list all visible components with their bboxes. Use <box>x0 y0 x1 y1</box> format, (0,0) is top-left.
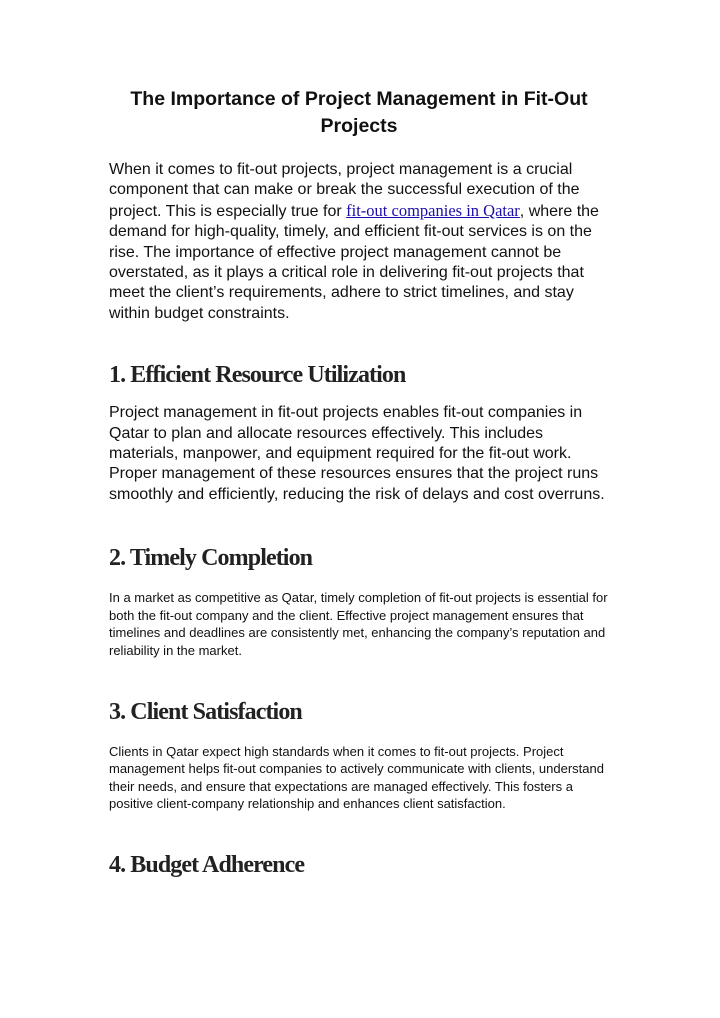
document-content <box>109 86 609 880</box>
section-heading-budget-adherence: 4. Budget Adherence <box>109 851 305 878</box>
section-body-client-satisfaction: Clients in Qatar expect high standards when it comes to fit-out projects. Project management helps fit-out companies to actively communicate with clients, understand their needs, and ensure that expectations are managed effectively. This fosters a positive client-company relationship and enhances client satisfaction. <box>109 743 604 812</box>
section-body-timely-completion: In a market as competitive as Qatar, timely completion of fit-out projects is essential for both the fit-out company and the client. Effective project management ensures that timelines and deadlines are consistently met, enhancing the company’s reputation and reliability in the market. <box>109 590 608 658</box>
section-body-resource-utilization: Project management in fit-out projects enables fit-out companies in Qatar to plan and allocate resources effectively. This includes materials, manpower, and equipment required for the fit-out work. Proper management of these resources ensures that the project runs smoothly and efficiently, reducing the risk of delays and cost overruns. <box>109 404 605 503</box>
section-heading-timely-completion: 2. Timely Completion <box>109 545 313 572</box>
section-heading-resource-utilization: 1. Efficient Resource Utilization <box>109 362 406 389</box>
intro-text-after-link: , where the demand for high-quality, timely, and efficient fit-out services is on the rise. The importance of effective project management cannot be overstated, as it plays a critical role in delivering fit-out projects that meet the client’s requirements, adhere to strict timelines, and stay within budget constraints. <box>109 202 599 322</box>
section-heading-client-satisfaction: 3. Client Satisfaction <box>109 698 302 725</box>
intro-text-before-link: When it comes to fit-out projects, project management is a crucial component that can make or break the successful execution of the project. This is especially true for <box>109 161 580 220</box>
document-title: The Importance of Project Management in Fit-Out Projects <box>130 88 588 137</box>
intro-paragraph <box>109 160 609 324</box>
fit-out-companies-qatar-link[interactable]: fit-out companies in Qatar <box>346 200 520 220</box>
